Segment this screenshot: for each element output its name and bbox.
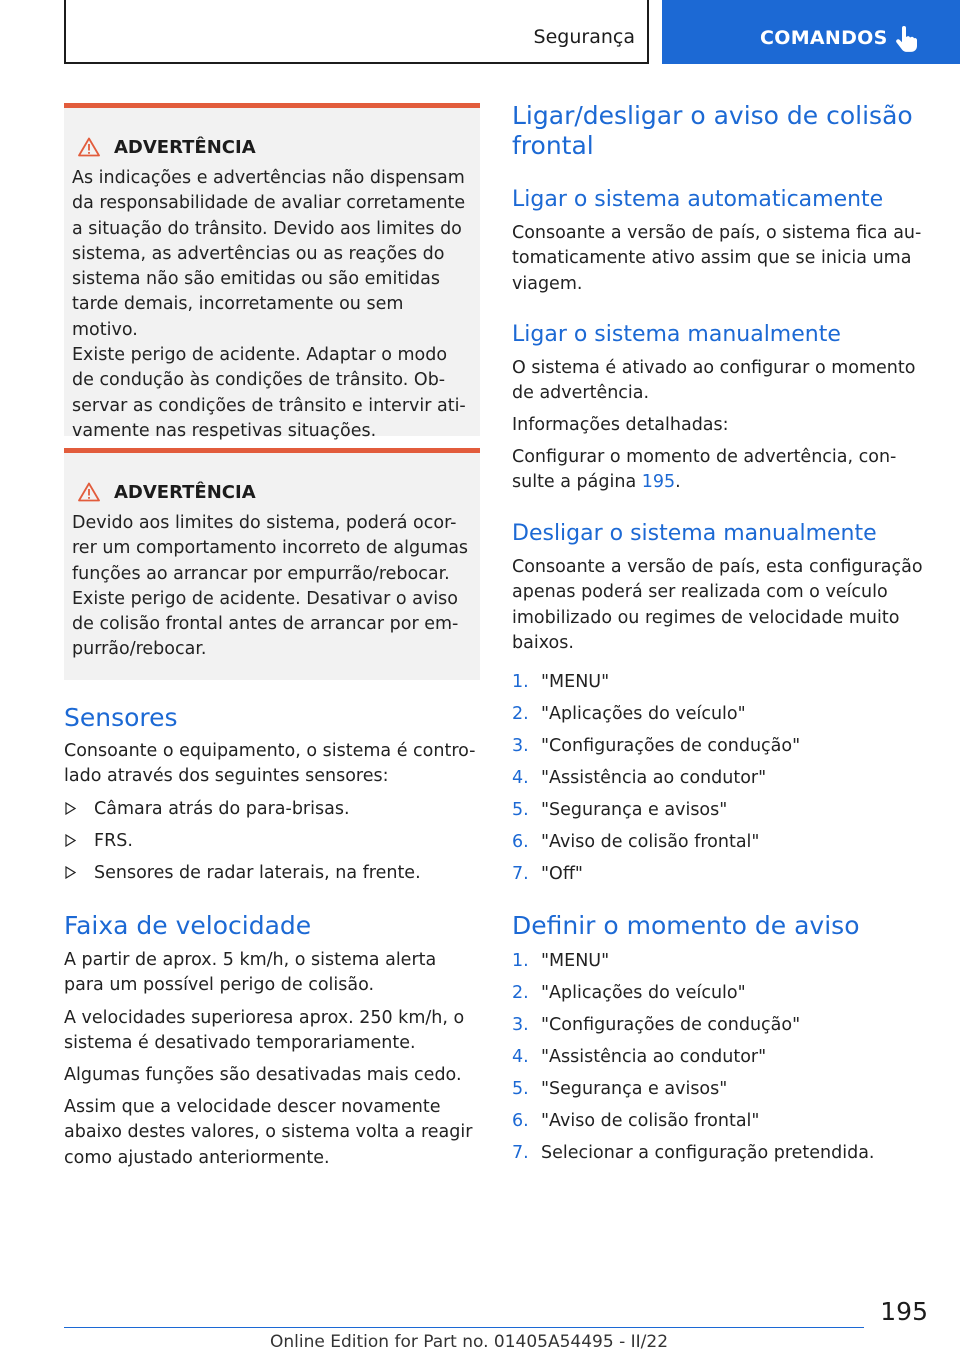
step-number: 5.	[512, 800, 529, 820]
text-line: Consoante a versão de país, esta configuração	[512, 557, 923, 577]
warning-line: a situação do trânsito. Devido aos limites do	[72, 218, 462, 239]
page-number: 195	[880, 1297, 928, 1326]
define-steps	[512, 949, 875, 1173]
warning-text	[72, 166, 472, 444]
warning-title: ADVERTÊNCIA	[114, 136, 256, 158]
heading-manual: Ligar o sistema manualmente	[512, 322, 841, 347]
warning-text	[72, 511, 472, 663]
heading-define: Definir o momento de aviso	[512, 911, 860, 940]
step-item	[512, 1077, 875, 1109]
heading-sensores: Sensores	[64, 703, 178, 732]
warning-line: tarde demais, incorretamente ou sem motivo.	[72, 294, 404, 340]
warning-line: Existe perigo de acidente. Adaptar o modo	[72, 345, 448, 366]
step-text: "MENU"	[541, 672, 610, 692]
warning-line: funções ao arrancar por empurrão/rebocar.	[72, 563, 450, 584]
step-number: 4.	[512, 1047, 529, 1067]
step-item	[512, 702, 800, 734]
step-text: "Aviso de colisão frontal"	[541, 1111, 760, 1131]
step-item	[512, 798, 800, 830]
heading-faixa-velocidade: Faixa de velocidade	[64, 911, 312, 940]
title-line: frontal	[512, 131, 594, 160]
step-text: "Configurações de condução"	[541, 736, 801, 756]
warning-box-1	[64, 103, 480, 441]
triangle-bullet-icon	[65, 802, 76, 815]
header-tab-label: COMANDOS	[760, 27, 888, 49]
step-number: 5.	[512, 1079, 529, 1099]
text-line: lado através dos seguintes sensores:	[64, 766, 389, 787]
step-item	[512, 734, 800, 766]
text-line: sistema é desativado temporariamente.	[64, 1033, 416, 1054]
footer-divider	[64, 1327, 864, 1328]
step-text: "MENU"	[541, 951, 610, 971]
warning-line: Existe perigo de acidente. Desativar o aviso	[72, 588, 458, 609]
warning-line: de colisão frontal antes de arrancar por em-	[72, 614, 459, 635]
triangle-bullet-icon	[65, 866, 76, 879]
list-item	[64, 797, 421, 829]
warning-box-2	[64, 448, 480, 680]
step-number: 2.	[512, 983, 529, 1003]
heading-off: Desligar o sistema manualmente	[512, 521, 877, 546]
off-text	[512, 555, 923, 656]
step-item	[512, 1141, 875, 1173]
warning-line: sistema não são emitidas ou são emitidas	[72, 269, 440, 290]
step-number: 3.	[512, 736, 529, 756]
step-item	[512, 949, 875, 981]
text-line: tomaticamente ativo assim que se inicia uma	[512, 248, 912, 269]
auto-text	[512, 221, 921, 297]
warning-line: da responsabilidade de avaliar corretamente	[72, 193, 466, 214]
step-text: "Configurações de condução"	[541, 1015, 801, 1035]
step-text: "Assistência ao condutor"	[541, 768, 767, 788]
warning-line: purrão/rebocar.	[72, 639, 207, 660]
text-line: A partir de aprox. 5 km/h, o sistema alerta	[64, 950, 437, 970]
step-item	[512, 981, 875, 1013]
sensores-intro	[64, 739, 475, 790]
warning-triangle-icon	[78, 482, 100, 502]
manual-info: Informações detalhadas:	[512, 415, 729, 435]
faixa-paragraph-1	[64, 948, 436, 999]
text-line: como ajustado anteriormente.	[64, 1147, 330, 1168]
step-number: 3.	[512, 1015, 529, 1035]
triangle-bullet-icon	[65, 834, 76, 847]
step-item	[512, 1045, 875, 1077]
step-text: "Aplicações do veículo"	[541, 983, 746, 1003]
step-item	[512, 1013, 875, 1045]
list-item	[64, 861, 421, 893]
warning-line: sistema, as advertências ou as reações do	[72, 243, 445, 264]
faixa-paragraph-4	[64, 1095, 472, 1171]
step-number: 7.	[512, 1143, 529, 1163]
page-title	[512, 101, 913, 161]
list-item-text: Câmara atrás do para-brisas.	[94, 799, 350, 819]
warning-line: de condução às condições de trânsito. Ob-	[72, 370, 446, 391]
text-line: apenas poderá ser realizada com o veículo	[512, 582, 888, 603]
manual-text	[512, 356, 915, 407]
warning-line: Devido aos limites do sistema, poderá ocor-	[72, 513, 457, 533]
warning-line: rer um comportamento incorreto de algumas	[72, 538, 469, 559]
step-text: "Segurança e avisos"	[541, 1079, 728, 1099]
header-section-box	[64, 0, 649, 64]
title-line: Ligar/desligar o aviso de colisão	[512, 101, 913, 130]
step-item	[512, 766, 800, 798]
step-number: 6.	[512, 832, 529, 852]
text-line: Configurar o momento de advertência, con-	[512, 447, 897, 467]
warning-line: vamente nas respetivas situações.	[72, 420, 377, 441]
step-number: 2.	[512, 704, 529, 724]
warning-line: servar as condições de trânsito e intervir ati-	[72, 395, 466, 416]
faixa-paragraph-2	[64, 1006, 464, 1057]
step-number: 1.	[512, 951, 529, 971]
text-line: baixos.	[512, 632, 574, 653]
heading-auto: Ligar o sistema automaticamente	[512, 187, 884, 212]
text-line: Algumas funções são desativadas mais cedo.	[64, 1065, 462, 1085]
step-text: "Off"	[541, 864, 583, 884]
header-tab-comandos[interactable]	[662, 0, 960, 64]
list-item-text: FRS.	[94, 831, 133, 851]
text-line	[512, 470, 896, 495]
text-line: Consoante a versão de país, o sistema fica au-	[512, 223, 922, 243]
text-line: imobilizado ou regimes de velocidade muito	[512, 607, 900, 628]
text-line: abaixo destes valores, o sistema volta a reagir	[64, 1122, 473, 1143]
ref-suffix: .	[675, 472, 681, 493]
step-text: "Aviso de colisão frontal"	[541, 832, 760, 852]
step-text: "Segurança e avisos"	[541, 800, 728, 820]
step-item	[512, 670, 800, 702]
warning-triangle-icon	[78, 137, 100, 157]
text-line: Assim que a velocidade descer novamente	[64, 1097, 441, 1117]
hand-pointer-icon	[894, 26, 918, 54]
step-item	[512, 1109, 875, 1141]
list-item	[64, 829, 421, 861]
step-number: 1.	[512, 672, 529, 692]
step-text: "Aplicações do veículo"	[541, 704, 746, 724]
text-line: para um possível perigo de colisão.	[64, 975, 375, 996]
header-section-title: Segurança	[533, 26, 635, 48]
text-line: A velocidades superioresa aprox. 250 km/h, o	[64, 1008, 465, 1028]
text-line: O sistema é ativado ao configurar o momento	[512, 358, 916, 378]
step-number: 6.	[512, 1111, 529, 1131]
step-text: Selecionar a configuração pretendida.	[541, 1143, 875, 1163]
off-steps	[512, 670, 800, 894]
footer-edition: Online Edition for Part no. 01405A54495 - II/22	[270, 1332, 669, 1352]
manual-reference	[512, 445, 896, 496]
step-number: 4.	[512, 768, 529, 788]
step-text: "Assistência ao condutor"	[541, 1047, 767, 1067]
faixa-paragraph-3	[64, 1063, 462, 1088]
page-reference-link[interactable]: 195	[641, 472, 676, 493]
step-item	[512, 830, 800, 862]
warning-title: ADVERTÊNCIA	[114, 481, 256, 503]
text-line: viagem.	[512, 273, 583, 294]
step-item	[512, 862, 800, 894]
step-number: 7.	[512, 864, 529, 884]
ref-prefix: sulte a página	[512, 472, 642, 493]
list-item-text: Sensores de radar laterais, na frente.	[94, 863, 421, 883]
text-line: Consoante o equipamento, o sistema é contro-	[64, 741, 476, 761]
warning-line: As indicações e advertências não dispensam	[72, 168, 465, 188]
text-line: de advertência.	[512, 383, 650, 404]
sensores-list	[64, 797, 421, 893]
